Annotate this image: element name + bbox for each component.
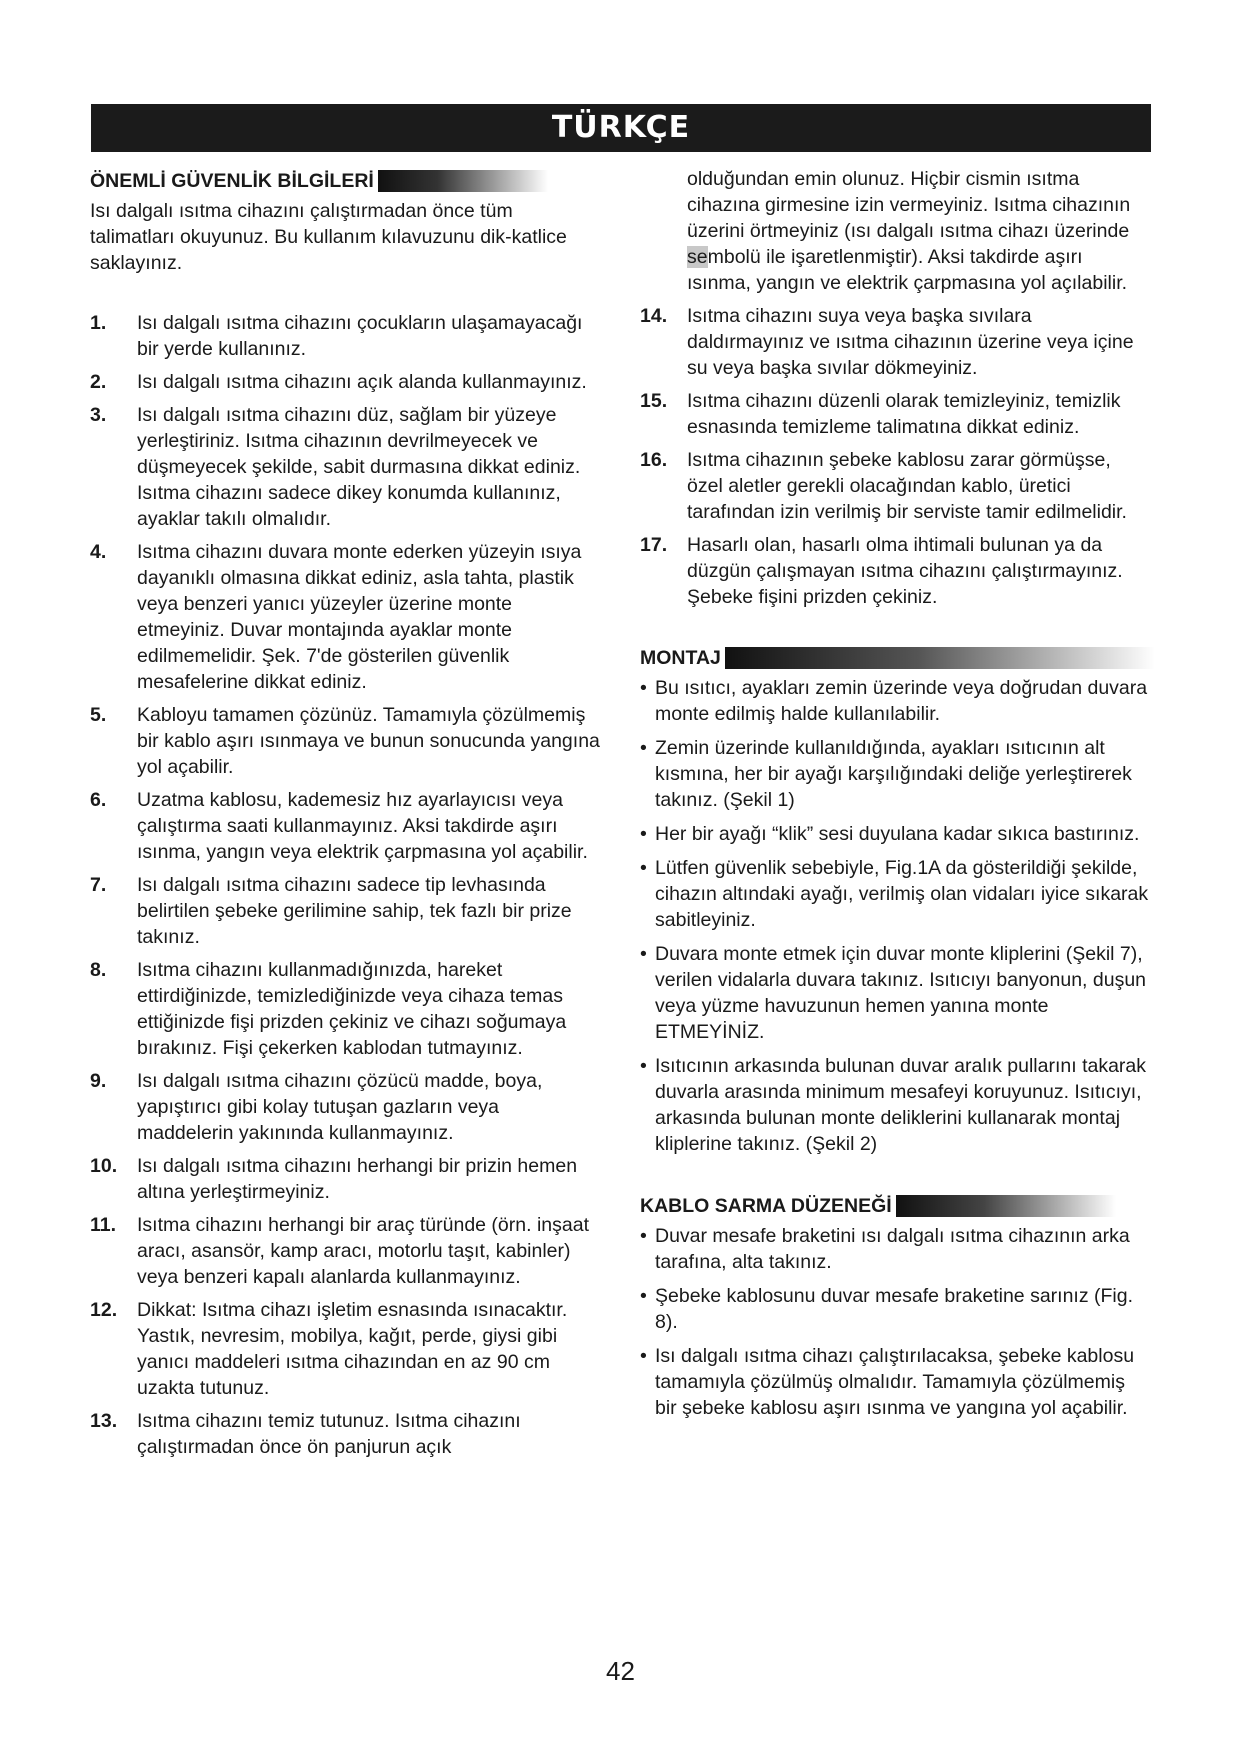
heater-symbol: se	[687, 246, 708, 268]
heading-gradient-bar	[378, 170, 548, 192]
list-item: 13. Isıtma cihazını temiz tutunuz. Isıtma cihazını çalıştırmadan önce ön panjurun açık	[90, 1410, 521, 1458]
list-item: • Şebeke kablosunu duvar mesafe braketine sarınız (Fig. 8).	[640, 1285, 1134, 1333]
list-item: 17. Hasarlı olan, hasarlı olma ihtimali bulunan ya da düzgün çalışmayan ısıtma cihazını çalıştırmayınız. Şebeke fişini prizden çekiniz.	[640, 534, 1123, 608]
list-item: 5. Kabloyu tamamen çözünüz. Tamamıyla çözülmemiş bir kablo aşırı ısınmaya ve bunun sonucunda yangına yol açabilir.	[90, 704, 600, 778]
kablo-title: KABLO SARMA DÜZENEĞİ	[640, 1195, 892, 1217]
list-item: 7. Isı dalgalı ısıtma cihazını sadece tip levhasında belirtilen şebeke gerilimine sahip, tek fazlı bir prize takınız.	[90, 874, 572, 948]
list-item: 3. Isı dalgalı ısıtma cihazını düz, sağlam bir yüzeye yerleştiriniz. Isıtma cihazının devrilmeyecek ve düşmeyecek şekilde, sabit durmasına dikkat ediniz. Isıtma cihazını sadece dikey konumda kullanınız, ayaklar takılı olmalıdır.	[90, 404, 581, 530]
heading-gradient-bar	[725, 647, 1155, 669]
item-13-continuation: olduğundan emin olunuz. Hiçbir cismin ısıtma cihazına girmesine izin vermeyiniz. Isıtma cihazının üzerini örtmeyiniz (ısı dalgalı ısıtma cihazı üzerinde sembolü ile işaretlenmiştir). Aksi takdirde aşırı ısınma, yangın ve elektrik çarpmasına yol açılabilir.	[687, 168, 1131, 294]
list-item: • Isıtıcının arkasında bulunan duvar aralık pullarını takarak duvarla arasında minimum mesafeyi koruyunuz. Isıtıcıyı, arkasında bulunan monte deliklerini kullanarak montaj kliplerine takınız. (Şekil 2)	[640, 1055, 1147, 1155]
list-item: 9. Isı dalgalı ısıtma cihazını çözücü madde, boya, yapıştırıcı gibi kolay tutuşan gazların veya maddelerin yakınında kullanmayınız.	[90, 1070, 543, 1144]
list-item: 10. Isı dalgalı ısıtma cihazını herhangi bir prizin hemen altına yerleştirmeyiniz.	[90, 1155, 578, 1203]
list-item: • Lütfen güvenlik sebebiyle, Fig.1A da gösterildiği şekilde, cihazın altındaki ayağı, verilmiş olan vidaları iyice sıkarak sabitleyiniz.	[640, 857, 1149, 931]
list-item: 8. Isıtma cihazını kullanmadığınızda, hareket ettirdiğinizde, temizlediğinizde veya cihaza temas ettiğinizde fişi prizden çekiniz ve cihazı soğumaya bırakınız. Fişi çekerken kablodan tutmayınız.	[90, 959, 567, 1059]
language-banner: TÜRKÇE	[91, 104, 1151, 152]
safety-heading	[90, 168, 600, 194]
list-item: 15. Isıtma cihazını düzenli olarak temizleyiniz, temizlik esnasında temizleme talimatına dikkat ediniz.	[640, 390, 1121, 438]
list-item: • Duvara monte etmek için duvar monte kliplerini (Şekil 7), verilen vidalarla duvara takınız. Isıtıcıyı banyonun, duşun veya yüzme havuzunun hemen yanına monte ETMEYİNİZ.	[640, 943, 1147, 1043]
list-item: 2. Isı dalgalı ısıtma cihazını açık alanda kullanmayınız.	[90, 371, 587, 393]
list-item: 6. Uzatma kablosu, kademesiz hız ayarlayıcısı veya çalıştırma saati kullanmayınız. Aksi takdirde aşırı ısınma, yangın veya elektrik çarpmasına yol açabilir.	[90, 789, 588, 863]
safety-intro: Isı dalgalı ısıtma cihazını çalıştırmadan önce tüm talimatları okuyunuz. Bu kullanım kılavuzunu dik-katlice saklayınız.	[90, 200, 567, 274]
safety-title: ÖNEMLİ GÜVENLİK BİLGİLERİ	[90, 170, 374, 192]
kablo-heading	[640, 1193, 1150, 1219]
list-item: 16. Isıtma cihazının şebeke kablosu zarar görmüşse, özel aletler gerekli olacağından kablo, üretici tarafından izin verilmiş bir serviste tamir edilmelidir.	[640, 449, 1127, 523]
right-column	[640, 166, 1150, 1429]
list-item: • Duvar mesafe braketini ısı dalgalı ısıtma cihazının arka tarafına, alta takınız.	[640, 1225, 1130, 1273]
list-item: • Bu ısıtıcı, ayakları zemin üzerinde veya doğrudan duvara monte edilmiş halde kullanılabilir.	[640, 677, 1148, 725]
page-number: 42	[606, 1656, 635, 1686]
left-column	[90, 168, 600, 1467]
list-item: 1. Isı dalgalı ısıtma cihazını çocukların ulaşamayacağı bir yerde kullanınız.	[90, 312, 583, 360]
heading-gradient-bar	[896, 1195, 1116, 1217]
list-item: 11. Isıtma cihazını herhangi bir araç türünde (örn. inşaat aracı, asansör, kamp aracı, motorlu taşıt, kabinler) veya benzeri kapalı alanlarda kullanmayınız.	[90, 1214, 589, 1288]
list-item: • Isı dalgalı ısıtma cihazı çalıştırılacaksa, şebeke kablosu tamamıyla çözülmüş olmalıdır. Tamamıyla çözülmemiş bir şebeke kablosu aşırı ısınma ve yangına yol açabilir.	[640, 1345, 1135, 1419]
list-item: • Zemin üzerinde kullanıldığında, ayakları ısıtıcının alt kısmına, her bir ayağı karşılığındaki deliğe yerleştirerek takınız. (Şekil 1)	[640, 737, 1132, 811]
montaj-heading	[640, 645, 1150, 671]
montaj-title: MONTAJ	[640, 647, 721, 669]
list-item: 12. Dikkat: Isıtma cihazı işletim esnasında ısınacaktır. Yastık, nevresim, mobilya, kağıt, perde, giysi gibi yanıcı maddeleri ısıtma cihazından en az 90 cm uzakta tutunuz.	[90, 1299, 568, 1399]
list-item: 4. Isıtma cihazını duvara monte ederken yüzeyin ısıya dayanıklı olmasına dikkat ediniz, asla tahta, plastik veya benzeri yanıcı yüzeyler üzerine monte etmeyiniz. Duvar montajında ayaklar monte edilmemelidir. Şek. 7'de gösterilen güvenlik mesafelerine dikkat ediniz.	[90, 541, 582, 693]
list-item: • Her bir ayağı “klik” sesi duyulana kadar sıkıca bastırınız.	[640, 823, 1140, 845]
list-item: 14. Isıtma cihazını suya veya başka sıvılara daldırmayınız ve ısıtma cihazının üzerine veya içine su veya başka sıvılar dökmeyiniz.	[640, 305, 1134, 379]
